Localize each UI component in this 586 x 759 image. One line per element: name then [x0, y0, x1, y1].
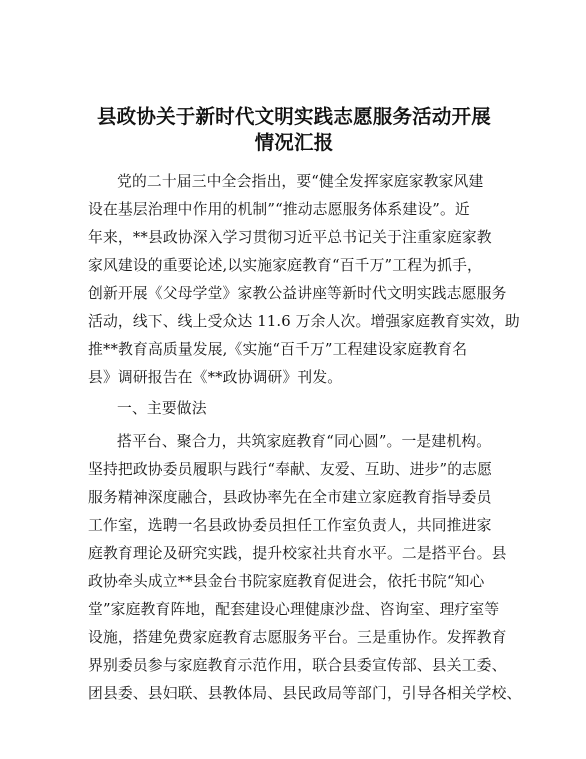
section-heading: 一、主要做法: [117, 400, 207, 417]
paragraph-line: 活动，线下、线上受众达 11.6 万余人次。增强家庭教育实效，助: [88, 313, 520, 330]
paragraph-line: 设施，搭建免费家庭教育志愿服务平台。三是重协作。发挥教育: [88, 629, 507, 646]
paragraph-line: 推**教育高质量发展,《实施“百千万”工程建设家庭教育名: [88, 341, 468, 358]
paragraph-line: 坚持把政协委员履职与践行“奉献、友爱、互助、进步”的志愿: [88, 461, 493, 478]
paragraph-line: 县》调研报告在《**政协调研》刊发。: [88, 369, 343, 386]
document-title-line-2: 情况汇报: [254, 131, 334, 154]
paragraph-line: 年来，**县政协深入学习贯彻习近平总书记关于注重家庭家教: [88, 229, 492, 246]
paragraph-line: 搭平台、聚合力，共筑家庭教育“同心圆”。一是建机构。: [117, 433, 492, 450]
paragraph-line: 党的二十届三中全会指出，要“健全发挥家庭家教家风建: [117, 173, 484, 190]
paragraph-line: 团县委、县妇联、县教体局、县民政局等部门，引导各相关学校、: [88, 685, 522, 702]
paragraph-line: 家风建设的重要论述,以实施家庭教育“百千万”工程为抓手，: [88, 257, 482, 274]
paragraph-line: 设在基层治理中作用的机制”“推动志愿服务体系建设”。近: [88, 201, 470, 218]
paragraph-line: 堂”家庭教育阵地，配套建设心理健康沙盘、咨询室、理疗室等: [88, 601, 500, 618]
paragraph-line: 庭教育理论及研究实践，提升校家社共育水平。二是搭平台。县: [88, 545, 507, 562]
paragraph-line: 政协牵头成立**县金台书院家庭教育促进会，依托书院“知心: [88, 573, 485, 590]
paragraph-line: 工作室，选聘一名县政协委员担任工作室负责人，共同推进家: [88, 517, 492, 534]
document-title-line-1: 县政协关于新时代文明实践志愿服务活动开展: [96, 105, 491, 128]
paragraph-line: 创新开展《父母学堂》家教公益讲座等新时代文明实践志愿服务: [88, 285, 507, 302]
paragraph-line: 服务精神深度融合，县政协率先在全市建立家庭教育指导委员: [88, 489, 492, 506]
paragraph-line: 界别委员参与家庭教育示范作用，联合县委宣传部、县关工委、: [88, 657, 507, 674]
